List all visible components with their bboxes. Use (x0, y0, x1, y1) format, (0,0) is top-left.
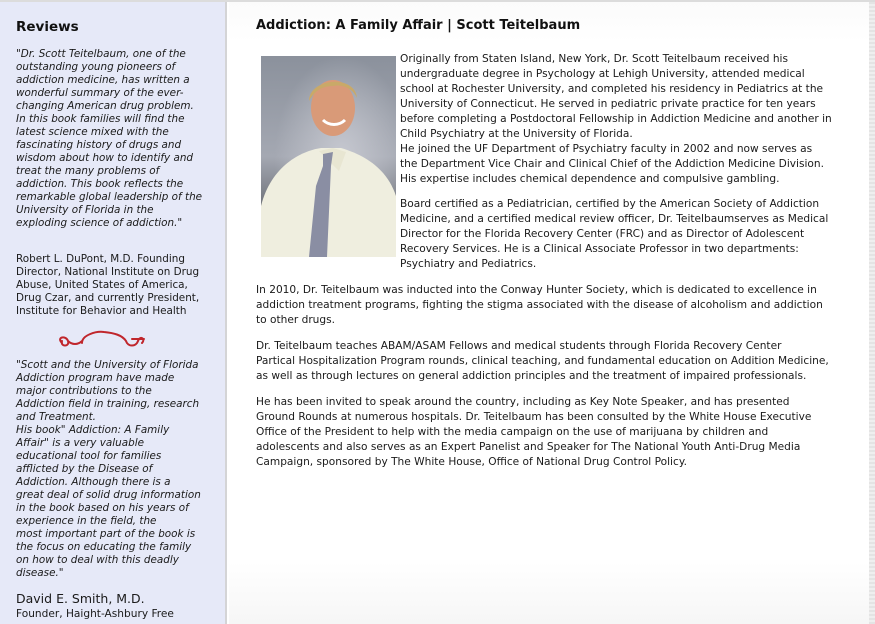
bio-paragraph-3: In 2010, Dr. Teitelbaum was inducted into the Conway Hunter Society, which is dedicated to excellence in addiction treatment programs, fighting the stigma associated with the disease of alcoholism and addiction to other drugs. (256, 284, 823, 326)
page-title: Addiction: A Family Affair | Scott Teitelbaum (256, 18, 581, 33)
bio-paragraph-1: Originally from Staten Island, New York, Dr. Scott Teitelbaum received his undergraduate degree in Psychology at Lehigh University, attended medical school at Rochester University, and completed his residency in Pediatrics at the University of Connecticut. He served in pediatric private practice for ten years before completing a Postdoctoral Fellowship in Addiction Medicine and another in Child Psychiatry at the University of Florida. He joined the UF Department of Psychiatry faculty in 2002 and now serves as the Department Vice Chair and Clinical Chief of the Addiction Medicine Division. His expertise includes chemical dependence and compulsive gambling. (400, 53, 832, 185)
reviews-heading: Reviews (16, 19, 79, 35)
portrait-photo (261, 56, 396, 257)
review-attribution-name-smith: David E. Smith, M.D. (16, 591, 145, 606)
review-attribution-dupont: Robert L. DuPont, M.D. Founding Director, National Institute on Drug Abuse, United States of America, Drug Czar, and currently President, Institute for Behavior and Health (16, 253, 200, 317)
main-content (229, 2, 870, 624)
review-quote-smith: "Scott and the University of Florida Addiction program have made major contributions to the Addiction field in training, research and Treatment. His book" Addiction: A Family Affair" is a very valuable educational tool for families afflicted by the Disease of Addiction. Although there is a great deal of solid drug information in the book based on his years of experience in the field, the most important part of the book is the focus on educating the family on how to deal with this deadly disease." (16, 359, 201, 579)
review-attribution-title-smith: Founder, Haight-Ashbury Free (16, 608, 174, 620)
reviews-sidebar (0, 2, 227, 624)
bio-paragraph-4: Dr. Teitelbaum teaches ABAM/ASAM Fellows and medical students through Florida Recovery Center Partical Hospitalization Program rounds, clinical teaching, and fundamental education on Addition Medicine, as well as through lectures on general addiction principles and the treatment of impaired professionals. (256, 340, 829, 382)
bio-paragraph-2: Board certified as a Pediatrician, certified by the American Society of Addiction Medicine, and a certified medical review officer, Dr. Teitelbaumserves as Medical Director for the Florida Recovery Center (FRC) and as Director of Adolescent Recovery Services. He is a Clinical Associate Professor in two departments: Psychiatry and Pediatrics. (400, 198, 829, 270)
page-edge-shadow (869, 2, 875, 624)
review-quote-dupont: "Dr. Scott Teitelbaum, one of the outstanding young pioneers of addiction medicine, has written a wonderful summary of the ever- changing American drug problem. In this book families will find the latest science mixed with the fascinating history of drugs and wisdom about how to identify and treat the many problems of addiction. This book reflects the remarkable global leadership of the University of Florida in the exploding science of addiction." (16, 48, 203, 229)
bio-paragraph-5: He has been invited to speak around the country, including as Key Note Speaker, and has presented Ground Rounds at numerous hospitals. Dr. Teitelbaum has been consulted by the White House Executive Office of the President to help with the media campaign on the use of marijuana by children and adolescents and also serves as an Expert Panelist and Speaker for The National Youth Anti-Drug Media Campaign, sponsored by The White House, Office of National Drug Control Policy. (256, 396, 812, 468)
flourish-divider-icon (52, 329, 152, 353)
